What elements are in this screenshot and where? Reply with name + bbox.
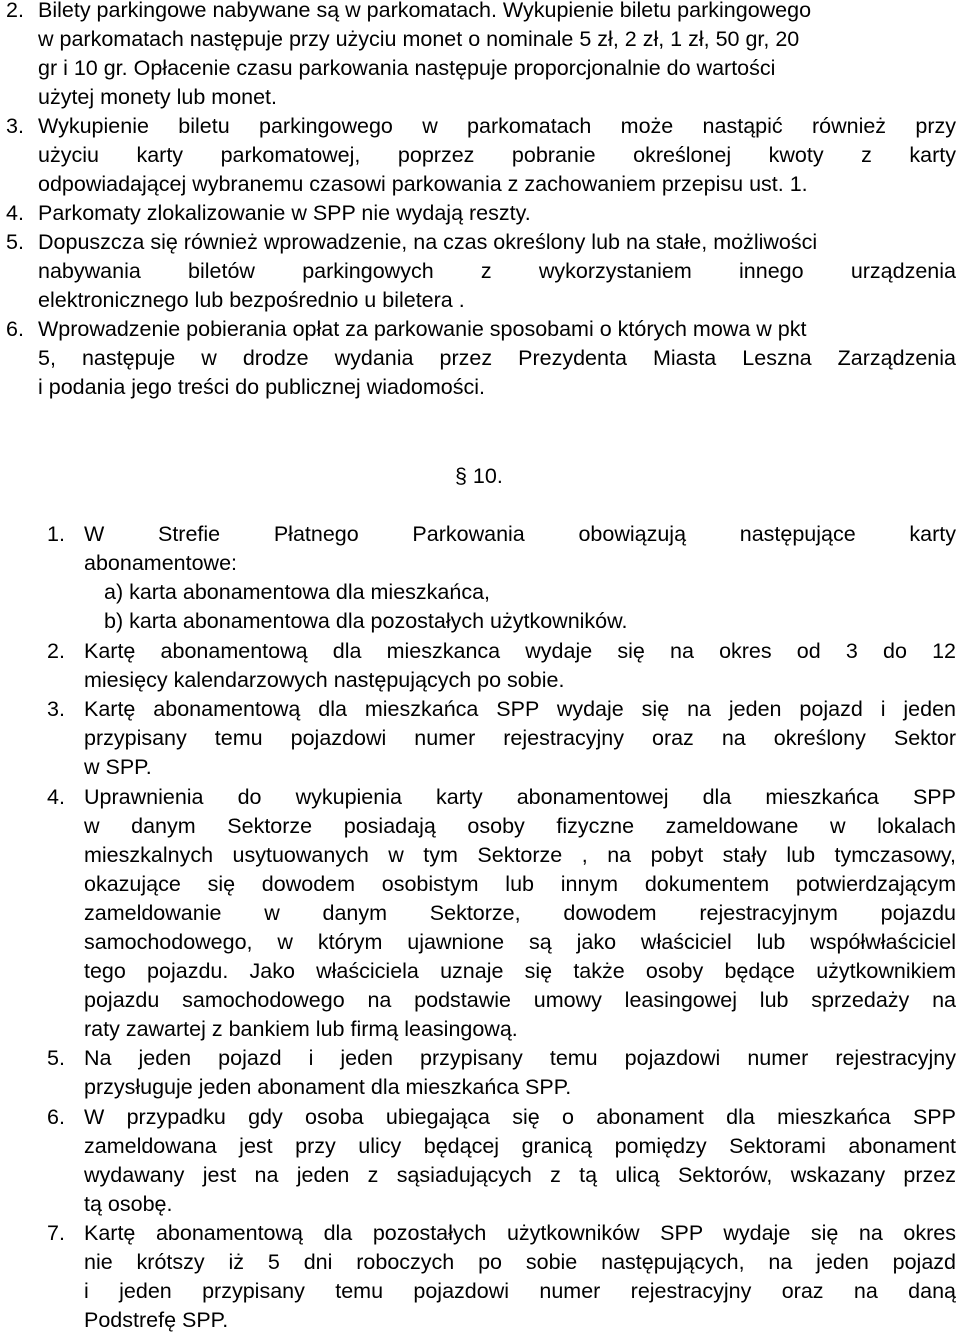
text-line: mieszkalnych usytuowanych w tym Sektorze , na pobyt stały lub tymczasowy, (84, 843, 956, 867)
text-line: elektronicznego lub bezpośrednio u biletera . (38, 288, 465, 312)
item-number: 2. (6, 0, 24, 22)
text-line: 5, następuje w drodze wydania przez Prezydenta Miasta Leszna Zarządzenia (38, 346, 956, 370)
text-line: tą osobę. (84, 1192, 173, 1216)
item-number: 3. (47, 697, 65, 721)
text-line: Parkomaty zlokalizowanie w SPP nie wydają reszty. (38, 201, 531, 225)
text-line: zameldowana jest przy ulicy będącej granicą pomiędzy Sektorami abonament (84, 1134, 956, 1158)
text-line: Kartę abonamentową dla pozostałych użytkowników SPP wydaje się na okres (84, 1221, 956, 1245)
text-line: tego pojazdu. Jako właściciela uznaje się także osoby będące użytkownikiem (84, 959, 956, 983)
text-line: miesięcy kalendarzowych następujących po sobie. (84, 668, 565, 692)
text-line: przysługuje jeden abonament dla mieszkańca SPP. (84, 1075, 572, 1099)
text-line: Na jeden pojazd i jeden przypisany temu pojazdowi numer rejestracyjny (84, 1046, 956, 1070)
text-line: odpowiadającej wybranemu czasowi parkowania z zachowaniem przepisu ust. 1. (38, 172, 808, 196)
text-line: Bilety parkingowe nabywane są w parkomatach. Wykupienie biletu parkingowego (38, 0, 812, 22)
item-number: 3. (6, 114, 24, 138)
text-line: w parkomatach następuje przy użyciu monet o nominale 5 zł, 2 zł, 1 zł, 50 gr, 20 (38, 27, 800, 51)
text-line: samochodowego, w którym ujawnione są jako właściciel lub współwłaściciel (84, 930, 956, 954)
text-line: zameldowanie w danym Sektorze, dowodem rejestracyjnym pojazdu (84, 901, 956, 925)
sub-item: a) karta abonamentowa dla mieszkańca, (104, 580, 491, 604)
text-line: w SPP. (84, 755, 152, 779)
text-line: W Strefie Płatnego Parkowania obowiązują następujące karty (84, 522, 956, 546)
text-line: Kartę abonamentową dla mieszkańca SPP wydaje się na jeden pojazd i jeden (84, 697, 956, 721)
text-line: Uprawnienia do wykupienia karty abonamentowej dla mieszkańca SPP (84, 785, 956, 809)
text-line: pojazdu samochodowego na podstawie umowy leasingowej lub sprzedaży na (84, 988, 956, 1012)
sub-item: b) karta abonamentowa dla pozostałych użytkowników. (104, 609, 628, 633)
text-line: i podania jego treści do publicznej wiadomości. (38, 375, 485, 399)
text-line: przypisany temu pojazdowi numer rejestracyjny oraz na określony Sektor (84, 726, 956, 750)
section-heading: § 10. (455, 464, 503, 488)
text-line: w danym Sektorze posiadają osoby fizyczne zameldowane w lokalach (84, 814, 956, 838)
item-number: 4. (47, 785, 65, 809)
item-number: 5. (6, 230, 24, 254)
text-line: abonamentowe: (84, 551, 237, 575)
item-number: 7. (47, 1221, 65, 1245)
text-line: i jeden przypisany temu pojazdowi numer rejestracyjny oraz na daną (84, 1279, 956, 1303)
text-line: wydawany jest na jeden z sąsiadujących z tą ulicą Sektorów, wskazany przez (84, 1163, 956, 1187)
text-line: użyciu karty parkomatowej, poprzez pobranie określonej kwoty z karty (38, 143, 956, 167)
item-number: 5. (47, 1046, 65, 1070)
text-line: gr i 10 gr. Opłacenie czasu parkowania następuje proporcjonalnie do wartości (38, 56, 776, 80)
text-line: okazujące się dowodem osobistym lub innym dokumentem potwierdzającym (84, 872, 956, 896)
item-number: 6. (6, 317, 24, 341)
text-line: Wykupienie biletu parkingowego w parkomatach może nastąpić również przy (38, 114, 956, 138)
text-line: Kartę abonamentową dla mieszkanca wydaje się na okres od 3 do 12 (84, 639, 956, 663)
item-number: 6. (47, 1105, 65, 1129)
text-line: Dopuszcza się również wprowadzenie, na czas określony lub na stałe, możliwości (38, 230, 818, 254)
item-number: 2. (47, 639, 65, 663)
text-line: raty zawartej z bankiem lub firmą leasingową. (84, 1017, 518, 1041)
text-line: nabywania biletów parkingowych z wykorzystaniem innego urządzenia (38, 259, 956, 283)
item-number: 1. (47, 522, 65, 546)
text-line: Wprowadzenie pobierania opłat za parkowanie sposobami o których mowa w pkt (38, 317, 807, 341)
text-line: użytej monety lub monet. (38, 85, 278, 109)
text-line: nie krótszy iż 5 dni roboczych po sobie następujących, na jeden pojazd (84, 1250, 956, 1274)
text-line: W przypadku gdy osoba ubiegająca się o abonament dla mieszkańca SPP (84, 1105, 956, 1129)
text-line: Podstrefę SPP. (84, 1308, 229, 1332)
item-number: 4. (6, 201, 24, 225)
